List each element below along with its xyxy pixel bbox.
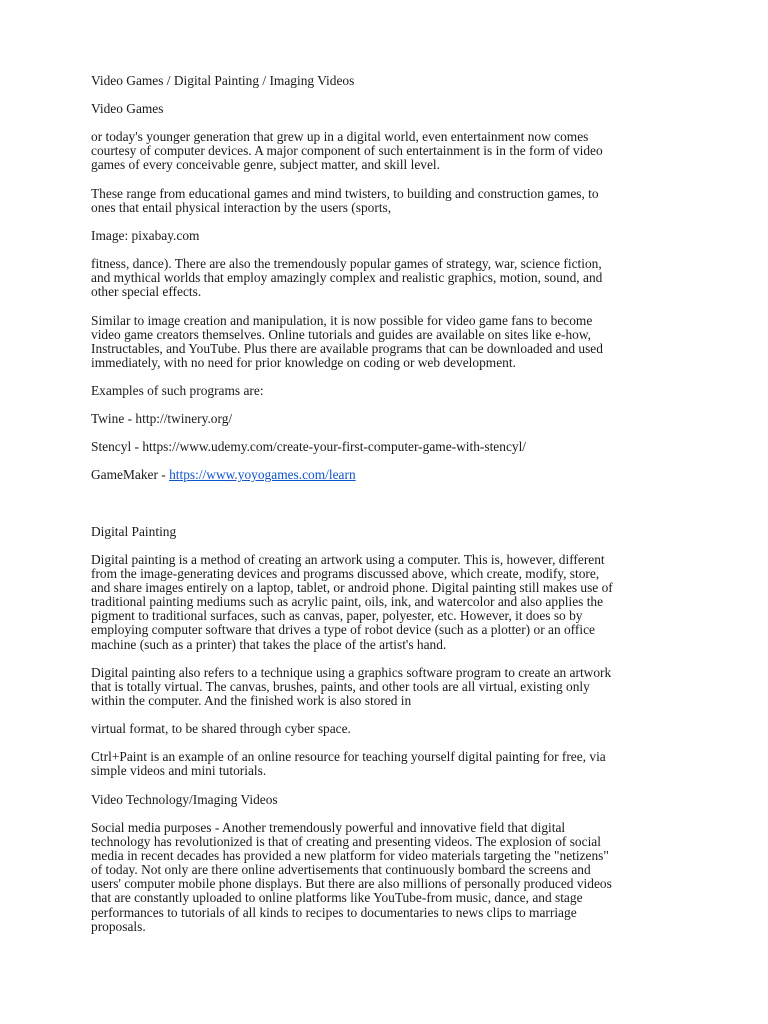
paragraph-digital-painting-1: Digital painting is a method of creating an artwork using a computer. This is, however, different from the image-generating devices and programs discussed above, which create, modify, store, and share images entirely on a laptop, tablet, or android phone. Digital painting still makes use of traditional painting mediums such as acrylic paint, oils, ink, and watercolor and also applies the pigment to traditional surfaces, such as canvas, paper, polyester, etc. However, it does so by employing computer software that drives a type of robot device (such as a plotter) or an office machine (such as a printer) that takes the place of the artist's hand. — [91, 552, 613, 652]
heading-digital-painting: Digital Painting — [91, 524, 177, 539]
gamemaker-link[interactable]: https://www.yoyogames.com/learn — [169, 467, 356, 482]
heading-video-technology: Video Technology/Imaging Videos — [91, 792, 278, 807]
twine-item: Twine - http://twinery.org/ — [91, 411, 233, 426]
image-credit: Image: pixabay.com — [91, 228, 200, 243]
paragraph-fitness: fitness, dance). There are also the tremendously popular games of strategy, war, science fiction, and mythical worlds that employ amazingly complex and realistic graphics, motion, sound, and other special effects. — [91, 256, 603, 300]
paragraph-ctrl-paint: Ctrl+Paint is an example of an online resource for teaching yourself digital painting for free, via simple videos and mini tutorials. — [91, 749, 606, 779]
paragraph-virtual-format: virtual format, to be shared through cyber space. — [91, 721, 351, 736]
examples-label: Examples of such programs are: — [91, 383, 264, 398]
paragraph-similar: Similar to image creation and manipulation, it is now possible for video game fans to become video game creators themselves. Online tutorials and guides are available on sites like e-how, Instructables, and YouTube. Plus there are available programs that can be downloaded and used immediately, with no need for prior knowledge on coding or web development. — [91, 313, 603, 371]
gamemaker-item: GameMaker - https://www.yoyogames.com/learn — [91, 467, 356, 482]
stencyl-item: Stencyl - https://www.udemy.com/create-your-first-computer-game-with-stencyl/ — [91, 439, 527, 454]
paragraph-range: These range from educational games and mind twisters, to building and construction games, to ones that entail physical interaction by the users (sports, — [91, 186, 599, 216]
paragraph-intro: or today's younger generation that grew up in a digital world, even entertainment now comes courtesy of computer devices. A major component of such entertainment is in the form of video games of every conceivable genre, subject matter, and skill level. — [91, 129, 603, 173]
paragraph-digital-painting-2: Digital painting also refers to a technique using a graphics software program to create an artwork that is totally virtual. The canvas, brushes, paints, and other tools are all virtual, existing only within the computer. And the finished work is also stored in — [91, 665, 612, 709]
document-title: Video Games / Digital Painting / Imaging Videos — [91, 73, 355, 88]
heading-video-games: Video Games — [91, 101, 164, 116]
paragraph-social-media: Social media purposes - Another tremendously powerful and innovative field that digital technology has revolutionized is that of creating and presenting videos. The explosion of social media in recent decades has provided a new platform for video materials targeting the "netizens" of today. Not only are there online advertisements that continuously bombard the screens and users' computer mobile phone displays. But there are also millions of personally produced videos that are constantly uploaded to online platforms like YouTube-from music, dance, and stage performances to tutorials of all kinds to recipes to documentaries to news clips to marriage proposals. — [91, 820, 612, 934]
